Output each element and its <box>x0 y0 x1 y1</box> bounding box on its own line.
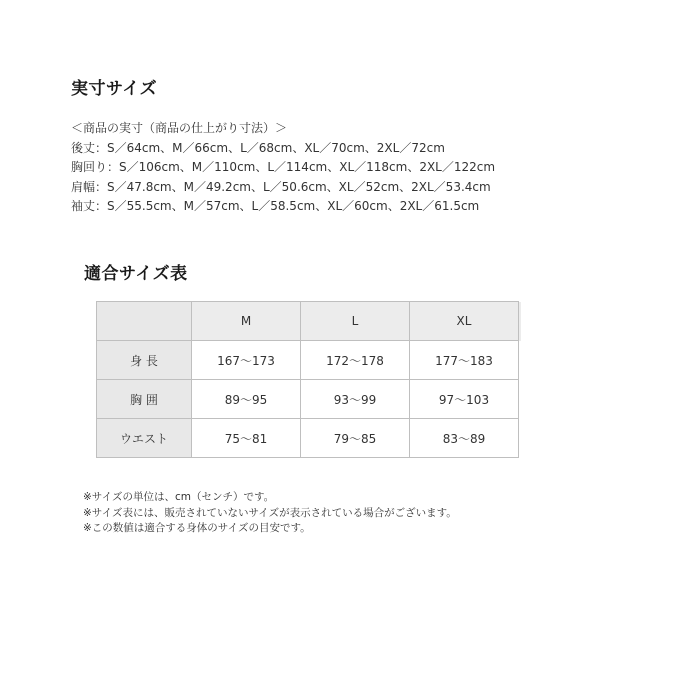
column-header-m: M <box>192 302 301 341</box>
row-header-height: 身 長 <box>97 341 192 380</box>
section-title: 実寸サイズ <box>71 79 158 99</box>
product-measurements <box>71 119 495 217</box>
note-unsold-sizes: ※サイズ表には、販売されていないサイズが表示されている場合がございます。 <box>83 506 457 519</box>
table-corner-cell <box>97 302 192 341</box>
table-cell: 177～183 <box>410 341 519 380</box>
table-cell: 172～178 <box>301 341 410 380</box>
measurements-heading: ＜商品の実寸（商品の仕上がり寸法）＞ <box>71 121 288 135</box>
row-header-chest: 胸 囲 <box>97 380 192 419</box>
size-table <box>96 301 521 458</box>
table-cut-edge <box>519 419 522 458</box>
table-cell: 167～173 <box>192 341 301 380</box>
measurement-line-chest: 胸回り：S／106cm、M／110cm、L／114cm、XL／118cm、2XL／122cm <box>71 160 496 174</box>
row-header-waist: ウエスト <box>97 419 192 458</box>
size-notes <box>83 490 457 537</box>
table-cell: 97～103 <box>410 380 519 419</box>
table-cell: 83～89 <box>410 419 519 458</box>
table-cell: 93～99 <box>301 380 410 419</box>
table-row <box>97 419 522 458</box>
size-table-title: 適合サイズ表 <box>84 264 188 284</box>
table-cut-edge <box>519 380 522 419</box>
table-row <box>97 341 522 380</box>
column-header-l: L <box>301 302 410 341</box>
table-cell: 75～81 <box>192 419 301 458</box>
table-cut-edge <box>519 302 522 341</box>
table-row <box>97 380 522 419</box>
table-cell: 79～85 <box>301 419 410 458</box>
measurement-line-length: 後丈：S／64cm、M／66cm、L／68cm、XL／70cm、2XL／72cm <box>71 140 445 155</box>
measurement-line-sleeve: 袖丈：S／55.5cm、M／57cm、L／58.5cm、XL／60cm、2XL／61.5cm <box>71 199 480 213</box>
note-unit: ※サイズの単位は、cm（センチ）です。 <box>83 491 275 503</box>
note-guideline: ※この数値は適合する身体のサイズの目安です。 <box>83 522 311 534</box>
table-header-row <box>97 302 522 341</box>
column-header-xl: XL <box>410 302 519 341</box>
table-cell: 89～95 <box>192 380 301 419</box>
measurement-line-shoulder: 肩幅：S／47.8cm、M／49.2cm、L／50.6cm、XL／52cm、2XL／53.4cm <box>71 179 491 194</box>
table-cut-edge <box>519 341 522 380</box>
